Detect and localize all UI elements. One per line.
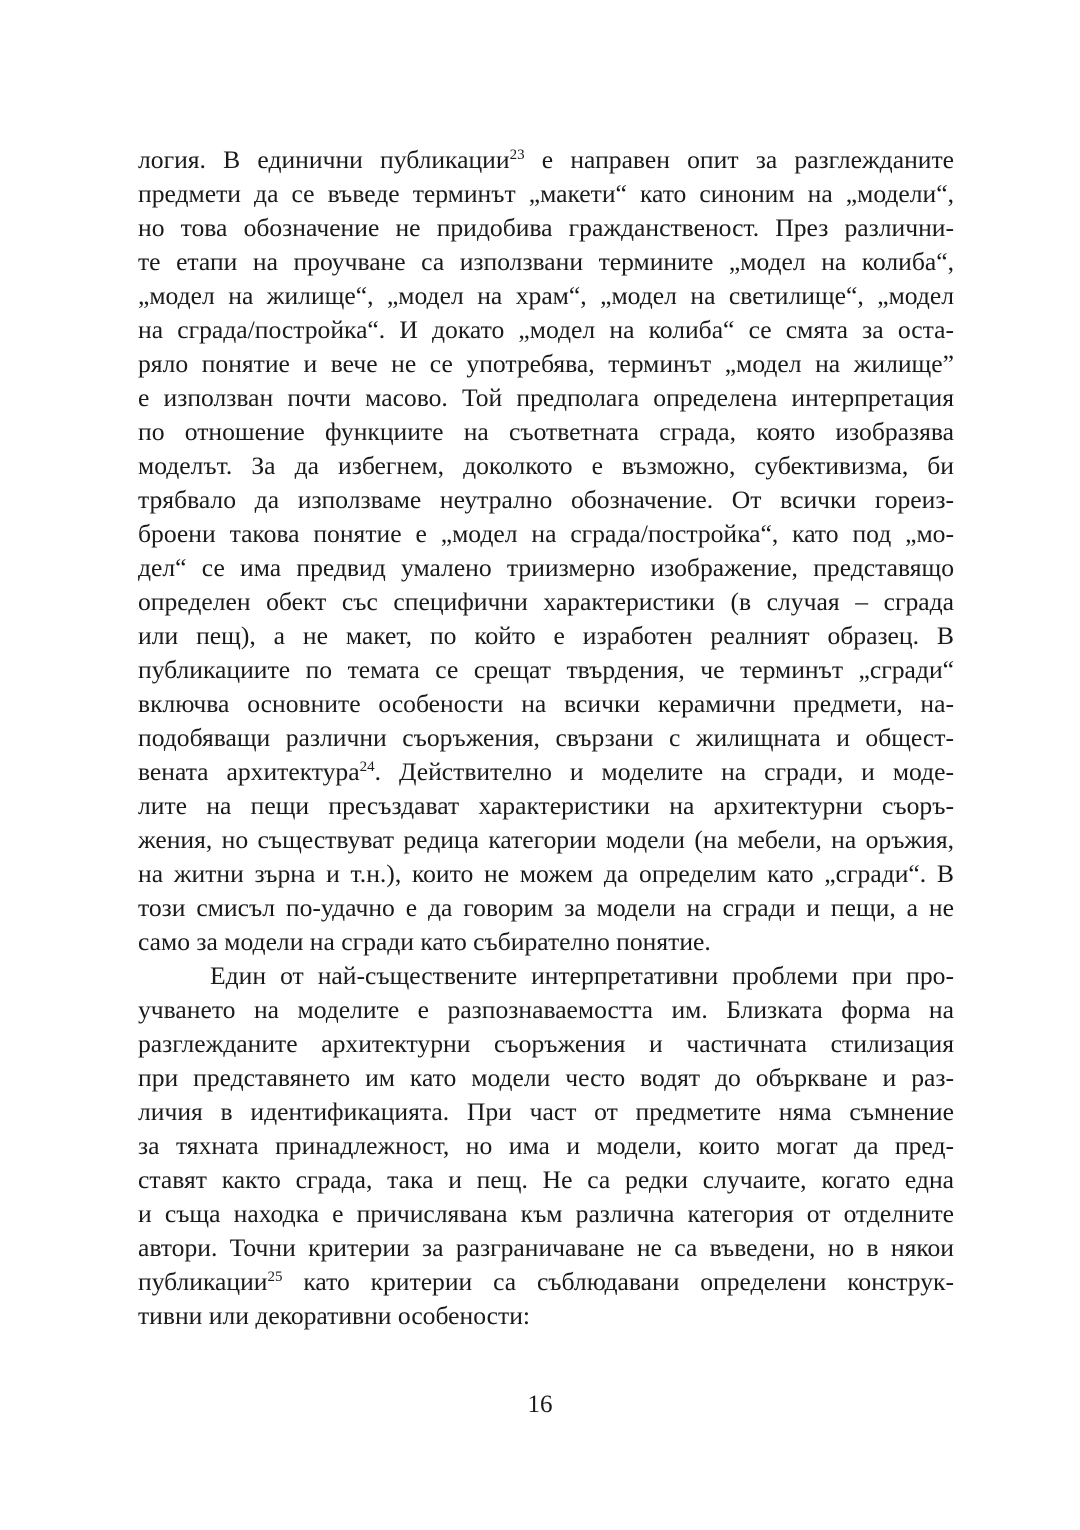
text-line: [138, 483, 954, 517]
paragraph-2: [138, 959, 954, 1333]
text-segment: дел“ се има предвид умалено триизмерно изображение, представящо: [138, 553, 954, 582]
footnote-reference[interactable]: 24: [359, 759, 375, 775]
text-line: [138, 653, 954, 687]
text-line: [138, 1299, 954, 1333]
text-segment: ряло понятие и вече не се употребява, терминът „модел на жилище”: [138, 349, 954, 378]
text-segment: подобяващи различни съоръжения, свързани с жилищната и общест-: [138, 723, 954, 752]
text-segment: разглежданите архитектурни съоръжения и частичната стилизация: [138, 1029, 954, 1058]
text-line: [138, 925, 954, 959]
text-line: [138, 449, 954, 483]
text-segment: този смисъл по-удачно е да говорим за модели на сгради и пещи, а не: [138, 893, 954, 922]
text-line: [138, 823, 954, 857]
text-segment: учването на моделите е разпознаваемостта им. Близката форма на: [138, 995, 954, 1024]
text-line: [138, 245, 954, 279]
text-line: [138, 1061, 954, 1095]
text-line: [138, 585, 954, 619]
text-line: [138, 755, 954, 789]
footnote-reference[interactable]: 25: [267, 1269, 283, 1285]
text-segment: определен обект със специфични характеристики (в случая – сграда: [138, 587, 954, 616]
text-line: [138, 687, 954, 721]
text-segment: лите на пещи пресъздават характеристики на архитектурни съоръ-: [138, 791, 954, 820]
text-line: [138, 857, 954, 891]
text-line: [138, 415, 954, 449]
text-segment: публикациите по темата се срещат твърдения, че терминът „сгради“: [138, 655, 954, 684]
text-line: [138, 177, 954, 211]
text-line: [138, 1197, 954, 1231]
text-line: [138, 347, 954, 381]
text-segment: личия в идентификацията. При част от предметите няма съмнение: [138, 1097, 954, 1126]
text-segment: . Действително и моделите на сгради, и моде-: [374, 757, 954, 786]
text-line: [138, 789, 954, 823]
text-segment: вената архитектура: [138, 757, 360, 786]
text-line: [138, 1129, 954, 1163]
text-line: [138, 1027, 954, 1061]
text-segment: предмети да се въведе терминът „макети“ като синоним на „модели“,: [138, 179, 954, 208]
text-line: [138, 1163, 954, 1197]
text-line: [138, 1265, 954, 1299]
text-segment: ставят както сграда, така и пещ. Не са редки случаите, когато една: [138, 1165, 954, 1194]
text-segment: като критерии са съблюдавани определени конструк-: [282, 1267, 954, 1296]
text-segment: е направен опит за разглежданите: [524, 145, 955, 174]
text-line: [138, 313, 954, 347]
text-line: [138, 211, 954, 245]
text-line: [138, 551, 954, 585]
text-line: [138, 619, 954, 653]
text-segment: или пещ), а не макет, по който е изработен реалният образец. В: [138, 621, 954, 650]
text-segment: трябвало да използваме неутрално обозначение. От всички гореиз-: [138, 485, 954, 514]
text-segment: по отношение функциите на съответната сграда, която изобразява: [138, 417, 954, 446]
text-line: [138, 1231, 954, 1265]
text-segment: автори. Точни критерии за разграничаване не са въведени, но в някои: [138, 1233, 954, 1262]
text-segment: на житни зърна и т.н.), които не можем да определим като „сгради“. В: [138, 859, 954, 888]
text-segment: за тяхната принадлежност, но има и модели, които могат да пред-: [138, 1131, 954, 1160]
text-line: [138, 1095, 954, 1129]
text-segment: тивни или декоративни особености:: [138, 1301, 531, 1330]
text-segment: и съща находка е причислявана към различна категория от отделните: [138, 1199, 954, 1228]
text-segment: но това обозначение не придобива гражданственост. През различни-: [138, 213, 954, 242]
page-number: 16: [527, 1391, 553, 1418]
text-segment: моделът. За да избегнем, доколкото е възможно, субективизма, би: [138, 451, 954, 480]
text-line: [138, 959, 954, 993]
text-segment: жения, но съществуват редица категории модели (на мебели, на оръжия,: [138, 825, 954, 854]
text-line: [138, 891, 954, 925]
text-segment: при представянето им като модели често водят до объркване и раз-: [138, 1063, 954, 1092]
text-segment: „модел на жилище“, „модел на храм“, „модел на светилище“, „модел: [138, 281, 954, 310]
text-line: [138, 993, 954, 1027]
text-segment: на сграда/постройка“. И докато „модел на колиба“ се смята за оста-: [138, 315, 954, 344]
text-segment: те етапи на проучване са използвани термините „модел на колиба“,: [138, 247, 954, 276]
text-segment: Един от най-съществените интерпретативни проблеми при про-: [210, 961, 954, 990]
text-segment: включва основните особености на всички керамични предмети, на-: [138, 689, 954, 718]
paragraph-1: [138, 143, 954, 959]
text-segment: публикации: [138, 1267, 268, 1296]
text-segment: броени такова понятие е „модел на сграда/постройка“, като под „мо-: [138, 519, 954, 548]
text-line: [138, 143, 954, 177]
body-text: [138, 143, 954, 1333]
text-line: [138, 381, 954, 415]
text-line: [138, 279, 954, 313]
text-line: [138, 721, 954, 755]
text-segment: логия. В единични публикации: [138, 145, 510, 174]
text-line: [138, 517, 954, 551]
footnote-reference[interactable]: 23: [509, 147, 525, 163]
text-segment: е използван почти масово. Той предполага определена интерпретация: [138, 383, 954, 412]
text-segment: само за модели на сгради като събирателно понятие.: [138, 927, 711, 956]
